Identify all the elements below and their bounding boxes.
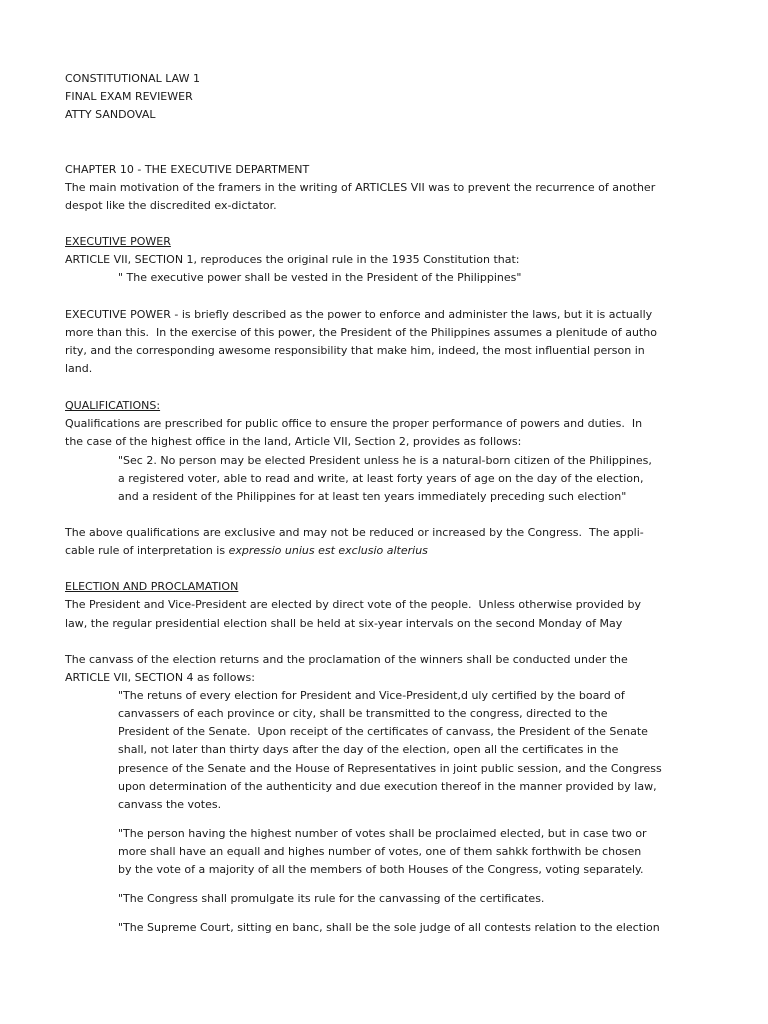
paragraph-line: ARTICLE VII, SECTION 1, reproduces the original rule in the 1935 Constitution that:: [65, 253, 520, 266]
quote-line: a registered voter, able to read and write, at least forty years of age on the day of the election,: [118, 472, 644, 485]
section-heading-qualifications: QUALIFICATIONS:: [65, 399, 161, 412]
quote-line: upon determination of the authenticity and due execution thereof in the manner provided by law,: [118, 780, 657, 793]
quote-line: President of the Senate. Upon receipt of the certificates of canvass, the President of the Senate: [118, 725, 648, 738]
paragraph-text: cable rule of interpretation is: [65, 544, 229, 557]
header-author: ATTY SANDOVAL: [65, 108, 156, 121]
quote-line: "The person having the highest number of votes shall be proclaimed elected, but in case two or: [118, 827, 647, 840]
paragraph-line: EXECUTIVE POWER - is briefly described as the power to enforce and administer the laws, but it is actually: [65, 308, 653, 321]
quote-line: "The Congress shall promulgate its rule for the canvassing of the certificates.: [118, 892, 545, 905]
quote-line: by the vote of a majority of all the members of both Houses of the Congress, voting separately.: [118, 863, 644, 876]
header-subtitle: FINAL EXAM REVIEWER: [65, 90, 193, 103]
paragraph-line: The above qualifications are exclusive and may not be reduced or increased by the Congress. The appli-: [65, 526, 644, 539]
quote-line: "The Supreme Court, sitting en banc, shall be the sole judge of all contests relation to the election: [118, 921, 660, 934]
header-course: CONSTITUTIONAL LAW 1: [65, 72, 200, 85]
section-heading-executive-power: EXECUTIVE POWER: [65, 235, 171, 248]
quote-line: presence of the Senate and the House of Representatives in joint public session, and the Congress: [118, 762, 662, 775]
quote-line: canvassers of each province or city, shall be transmitted to the congress, directed to the: [118, 707, 608, 720]
paragraph-line: more than this. In the exercise of this power, the President of the Philippines assumes a plenitude of autho: [65, 326, 657, 339]
paragraph-line: The President and Vice-President are elected by direct vote of the people. Unless otherwise provided by: [65, 598, 641, 611]
chapter-intro-line: The main motivation of the framers in the writing of ARTICLES VII was to prevent the recurrence of another: [65, 181, 656, 194]
section-heading-election: ELECTION AND PROCLAMATION: [65, 580, 239, 593]
paragraph-line: The canvass of the election returns and the proclamation of the winners shall be conducted under the: [65, 653, 628, 666]
quote-line: "Sec 2. No person may be elected President unless he is a natural-born citizen of the Philippines,: [118, 454, 652, 467]
paragraph-line: [65, 544, 428, 558]
quote-line: "The retuns of every election for President and Vice-President,d uly certified by the board of: [118, 689, 625, 702]
chapter-intro-line: despot like the discredited ex-dictator.: [65, 199, 277, 212]
latin-maxim: expressio unius est exclusio alterius: [228, 544, 428, 557]
paragraph-line: land.: [65, 362, 93, 375]
paragraph-line: ARTICLE VII, SECTION 4 as follows:: [65, 671, 255, 684]
paragraph-line: rity, and the corresponding awesome responsibility that make him, indeed, the most influential person in: [65, 344, 645, 357]
paragraph-line: the case of the highest office in the land, Article VII, Section 2, provides as follows:: [65, 435, 522, 448]
chapter-title: CHAPTER 10 - THE EXECUTIVE DEPARTMENT: [65, 163, 310, 176]
quote-line: " The executive power shall be vested in the President of the Philippines": [118, 271, 522, 284]
quote-line: more shall have an equall and highes number of votes, one of them sahkk forthwith be chosen: [118, 845, 642, 858]
quote-line: canvass the votes.: [118, 798, 222, 811]
paragraph-line: Qualifications are prescribed for public office to ensure the proper performance of powers and duties. In: [65, 417, 643, 430]
quote-line: shall, not later than thirty days after the day of the election, open all the certificates in the: [118, 743, 619, 756]
paragraph-line: law, the regular presidential election shall be held at six-year intervals on the second Monday of May: [65, 617, 623, 630]
quote-line: and a resident of the Philippines for at least ten years immediately preceding such election": [118, 490, 627, 503]
